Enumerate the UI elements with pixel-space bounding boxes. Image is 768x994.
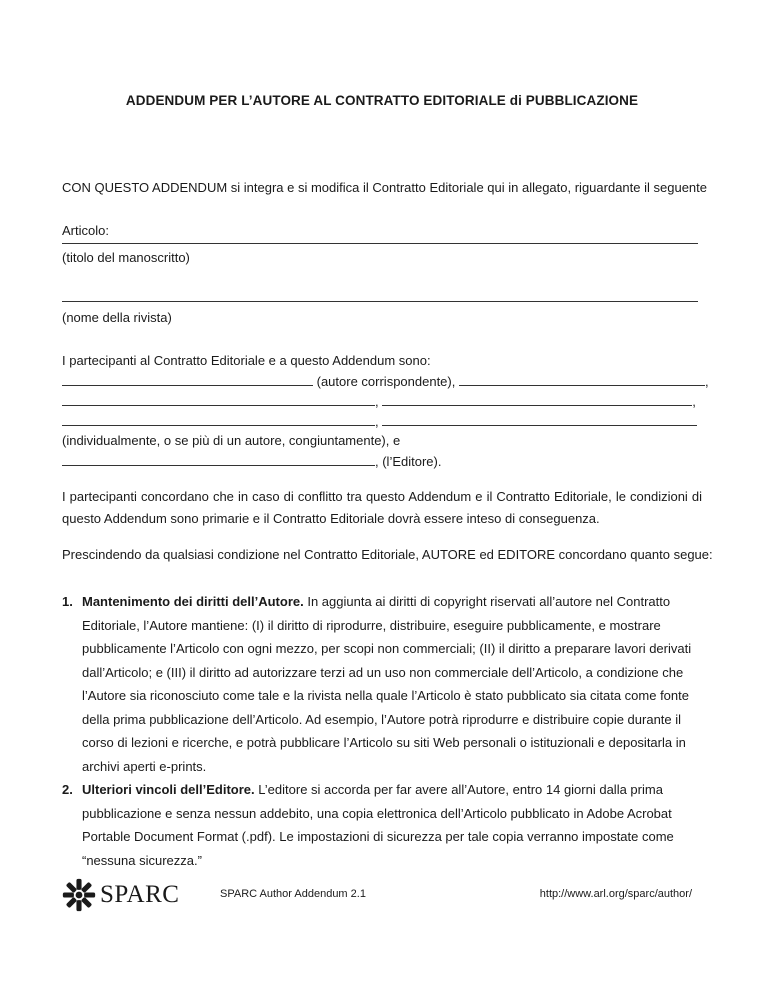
comma: , [375,414,383,429]
page-title: ADDENDUM PER L’AUTORE AL CONTRATTO EDITORIALE di PUBBLICAZIONE [125,93,639,108]
intro-text: CON QUESTO ADDENDUM si integra e si modifica il Contratto Editoriale qui in allegato, riguardante il seguente [62,180,707,195]
participants-row-1 [62,373,709,390]
author-field-3[interactable] [62,393,375,406]
participants-row-2 [62,393,696,410]
corresponding-author-field[interactable] [62,373,313,386]
logo-text: SPARC [100,881,180,908]
term-text: L’editore si accorda per far avere all’Autore, entro 14 giorni dalla prima pubblicazione e senza nessun addebito, una copia elettronica dell’Articolo pubblicato in Adobe Acrobat Portable Document Format (.pdf). Le impostazioni di sicurezza per tale copia verranno impostate come “nessuna sicurezza.” [82,782,674,868]
autore-corr-label: (autore corrispondente), [313,374,459,389]
page-footer [62,878,702,918]
sparc-logo [62,878,179,912]
rivista-field-line[interactable] [62,301,698,302]
conflitto-paragraph: I partecipanti concordano che in caso di conflitto tra questo Addendum e il Contratto Editoriale, le condizioni di questo Addendum sono primarie e il Contratto Editoriale dovrà essere inteso di conseguenza. [62,489,702,526]
participants-row-3 [62,413,697,430]
author-field-2[interactable] [459,373,705,386]
term-item [62,778,702,872]
sparc-starburst-icon [62,878,96,912]
author-field-6[interactable] [382,413,697,426]
author-field-5[interactable] [62,413,375,426]
comma: , [375,394,383,409]
footer-version: SPARC Author Addendum 2.1 [220,888,366,900]
term-heading: Ulteriori vincoli dell’Editore. [82,782,255,797]
term-heading: Mantenimento dei diritti dell’Autore. [82,594,304,609]
term-number: 2. [62,782,73,797]
individualmente-text: (individualmente, o se più di un autore, congiuntamente), e [62,433,401,448]
comma: , [692,394,696,409]
titolo-field-line[interactable] [62,243,698,244]
editore-label: , (l’Editore). [375,454,442,469]
partecipanti-intro: I partecipanti al Contratto Editoriale e a questo Addendum sono: [62,353,431,368]
footer-url[interactable]: http://www.arl.org/sparc/author/ [539,888,692,900]
author-field-4[interactable] [382,393,692,406]
titolo-label: (titolo del manoscritto) [62,250,190,265]
publisher-field[interactable] [62,453,375,466]
publisher-row [62,453,441,470]
terms-list [62,590,702,872]
rivista-label: (nome della rivista) [62,310,172,325]
term-number: 1. [62,594,73,609]
term-item [62,590,702,778]
articolo-label: Articolo: [62,223,109,238]
term-text: In aggiunta ai diritti di copyright riservati all’autore nel Contratto Editoriale, l’Autore mantiene: (I) il diritto di riprodurre, distribuire, eseguire pubblicamente, e mostrare pubblicamente l’Articolo con ogni mezzo, per scopi non commerciali; (II) il diritto a preparare lavori derivati dall’Articolo; e (III) il diritto ad autorizzare terzi ad un uso non commerciale dell’Articolo, a condizione che l’Autore sia riconosciuto come tale e la rivista nella quale l’Articolo è stato pubblicato sia citata come fonte della prima pubblicazione dell’Articolo. Ad esempio, l’Autore potrà riprodurre e distribuire copie durante il corso di lezioni e ricerche, e potrà pubblicare l’Articolo su siti Web personali o istituzionali e depositarla in archivi aperti e-prints. [82,594,692,774]
prescindendo-text: Prescindendo da qualsiasi condizione nel Contratto Editoriale, AUTORE ed EDITORE concordano quanto segue: [62,547,713,562]
comma: , [704,374,709,389]
